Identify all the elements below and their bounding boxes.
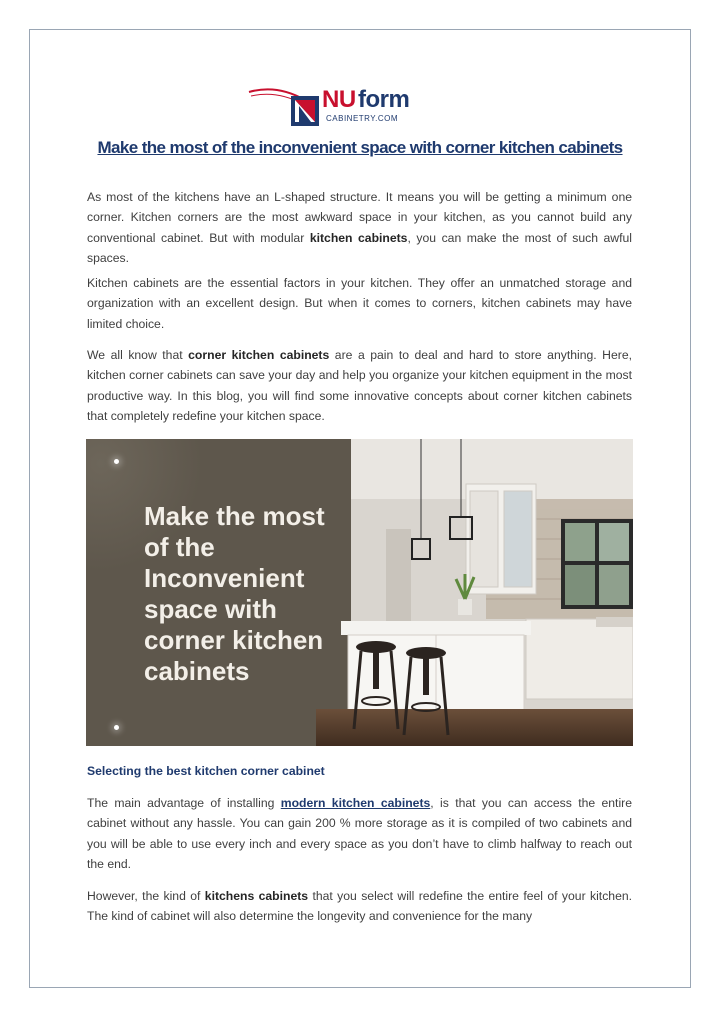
logo-text-form: form [358, 86, 410, 113]
para1-bold: kitchen cabinets [309, 230, 408, 245]
para3-before: We all know that [87, 348, 189, 362]
modern-kitchen-cabinets-link[interactable]: modern kitchen cabinets [280, 796, 431, 810]
hero-line-4: space with [144, 594, 277, 624]
section-heading: Selecting the best kitchen corner cabinet [87, 764, 325, 778]
hero-line-1: Make the most [144, 501, 325, 531]
hero-headline [144, 501, 364, 687]
para3-bold: corner kitchen cabinets [188, 348, 330, 362]
paragraph-intro [87, 187, 632, 269]
hero-line-3: Inconvenient [144, 563, 305, 593]
para5-before: However, the kind of [87, 889, 205, 903]
paragraph-kind [87, 886, 632, 927]
paragraph-storage: Kitchen cabinets are the essential factors in your kitchen. They offer an unmatched storage and organization with an excellent design. But when it comes to corners, kitchen cabinets may have limited choice. [87, 276, 632, 331]
nuform-logo[interactable] [247, 86, 417, 128]
hero-line-6: cabinets [144, 656, 250, 686]
paragraph-advantage [87, 793, 632, 875]
logo-text-sub: CABINETRY.COM [326, 114, 398, 123]
para1-after: , you can make the most of such awful spaces. [87, 230, 632, 266]
paragraph-corner [87, 345, 632, 427]
page-title[interactable]: Make the most of the inconvenient space with corner kitchen cabinets [97, 138, 623, 157]
light-dot-bottom [114, 725, 119, 730]
logo-mark-icon [247, 86, 323, 128]
hero-line-2: of the [144, 532, 215, 562]
light-dot-top [114, 459, 119, 464]
para1-before: As most of the kitchens have an L-shaped structure. It means you will be getting a minimum one corner. Kitchen corners are the most awkward space in your kitchen, as you cannot build any conventional cabinet. But with modular [87, 190, 632, 245]
para5-after: that you select will redefine the entire feel of your kitchen. The kind of cabinet will also determine the longevity and convenience for the many [87, 889, 633, 924]
para3-after: are a pain to deal and hard to store anything. Here, kitchen corner cabinets can save your day and help you organize your kitchen equipment in the most productive way. In this blog, you will find some innovative concepts about corner kitchen cabinets that completely redefine your kitchen space. [87, 348, 632, 424]
logo-text-nu: NU [322, 86, 356, 113]
para4-after: , is that you can access the entire cabinet without any hassle. You can gain 200 % more storage as it is compiled of two cabinets and you will be able to use every inch and every space as you don’t have to climb halfway to reach out the end. [87, 796, 632, 872]
para4-before: The main advantage of installing [87, 796, 281, 810]
hero-line-5: corner kitchen [144, 625, 324, 655]
hero-image [86, 439, 633, 746]
para5-bold: kitchens cabinets [204, 889, 309, 903]
